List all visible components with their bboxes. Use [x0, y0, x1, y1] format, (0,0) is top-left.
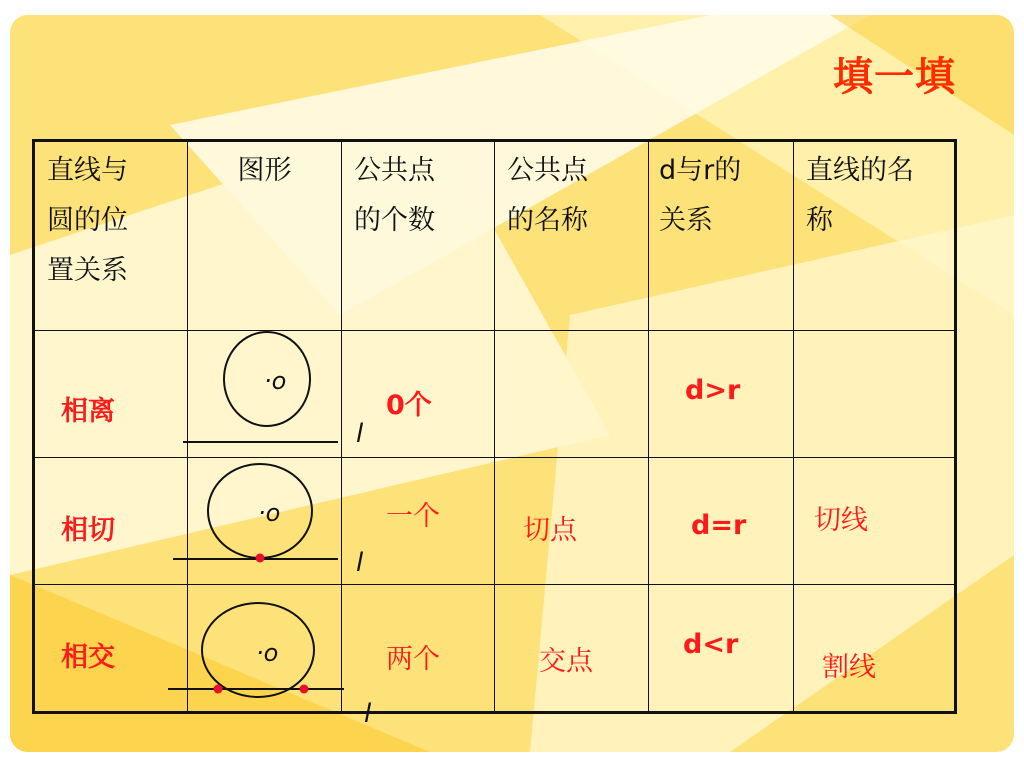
- cell-dr: [649, 458, 794, 585]
- cell-line-name: [794, 331, 956, 458]
- point-name-text: 切点: [523, 515, 577, 546]
- cell-dr: [649, 331, 794, 458]
- intersection-point-right: [300, 685, 309, 694]
- line-name-text: 割线: [822, 652, 876, 683]
- line-l-label: l: [356, 548, 364, 578]
- relation-text: 相离: [61, 396, 115, 427]
- cell-count: [342, 331, 495, 458]
- cell-relation: [34, 331, 188, 458]
- dr-text: d>r: [685, 375, 741, 406]
- line-l-label: l: [364, 699, 372, 729]
- slide-title: 填一填: [833, 54, 956, 100]
- header-point-name: 公共点 的名称: [495, 141, 649, 331]
- cell-relation: [34, 458, 188, 585]
- line-l-label: l: [356, 419, 364, 449]
- tangent-point: [256, 554, 265, 563]
- table-header-row: [34, 141, 956, 331]
- table-row: [34, 458, 956, 585]
- intersection-point-left: [214, 685, 223, 694]
- point-name-text: 交点: [539, 646, 593, 677]
- table-row: [34, 331, 956, 458]
- cell-figure: [188, 331, 342, 458]
- center-o-label: ·o: [264, 367, 287, 395]
- cell-figure: [188, 585, 342, 713]
- count-text: 两个: [386, 644, 440, 675]
- dr-text: d=r: [691, 510, 747, 541]
- cell-count: [342, 458, 495, 585]
- relation-text: 相交: [61, 642, 115, 673]
- header-count: 公共点 的个数: [342, 141, 495, 331]
- relation-table: [32, 139, 957, 729]
- header-line-name: 直线的名 称: [794, 141, 956, 331]
- dr-text: d<r: [683, 629, 739, 660]
- header-dr: d与r的 关系: [649, 141, 794, 331]
- center-o-label: ·o: [258, 499, 281, 527]
- line-name-text: 切线: [814, 505, 868, 536]
- cell-relation: [34, 585, 188, 713]
- center-o-label: ·o: [256, 639, 279, 667]
- cell-line-name: [794, 458, 956, 585]
- cell-point-name: [495, 458, 649, 585]
- cell-figure: [188, 458, 342, 585]
- cell-point-name: [495, 331, 649, 458]
- count-text: 一个: [386, 501, 440, 532]
- table-row: [34, 585, 956, 713]
- cell-count: [342, 585, 495, 729]
- cell-line-name: [794, 585, 956, 713]
- count-text: 0个: [386, 390, 432, 421]
- header-figure: 图形: [188, 141, 342, 331]
- cell-point-name: [495, 585, 649, 713]
- relation-text: 相切: [61, 515, 115, 546]
- cell-dr: [649, 585, 794, 713]
- header-relation: 直线与 圆的位 置关系: [34, 141, 188, 331]
